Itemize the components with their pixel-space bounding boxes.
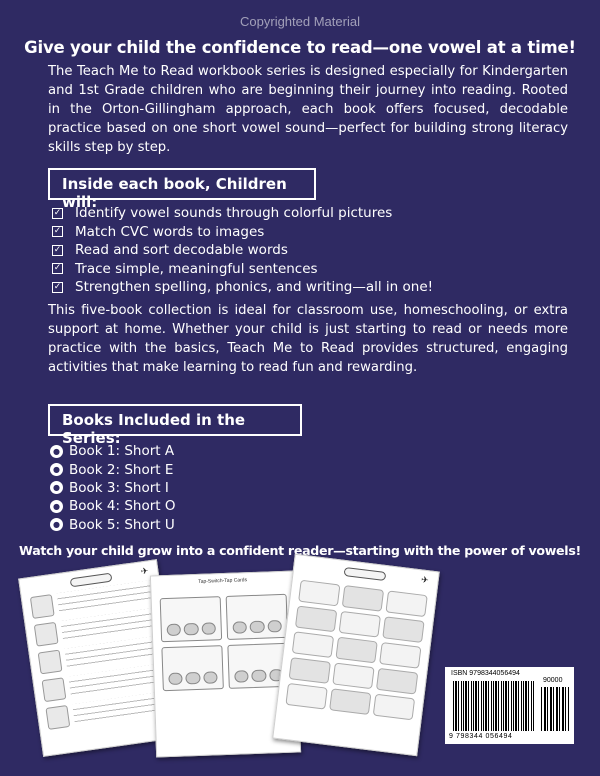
- card-grid: [151, 584, 298, 702]
- isbn-label: ISBN 9798344056494: [451, 670, 520, 677]
- airplane-icon: ✈: [140, 566, 150, 578]
- word-cell: [379, 642, 421, 669]
- book-item: ● Book 2: Short E: [50, 460, 350, 478]
- intro-paragraph: The Teach Me to Read workbook series is designed especially for Kindergarten and 1st Grade children who are beginning their journey into reading. Rooted in the Orton-Gillingham approach, each book offers focused, decodable practice based on one short vowel sound—perfect for building strong literacy skills step by step.: [48, 64, 568, 155]
- picture-icon: [42, 677, 67, 702]
- picture-icon: [38, 650, 63, 675]
- sample-page-title: Tap-Switch-Tap Cards: [198, 577, 248, 585]
- picture-cell: [382, 616, 424, 643]
- circle-bullet-icon: ●: [50, 481, 63, 494]
- picture-cell: [342, 585, 384, 612]
- checklist-item: ✓ Strengthen spelling, phonics, and writing—all in one!: [53, 279, 434, 296]
- word-sort-grid: [276, 571, 436, 729]
- books-heading-box: [48, 404, 302, 447]
- book-item: ● Book 1: Short A: [50, 442, 350, 460]
- tap-card: [161, 645, 223, 691]
- word-cell: [298, 580, 340, 607]
- word-cell: [285, 683, 327, 710]
- barcode-box: [445, 667, 574, 744]
- word-cell: [339, 611, 381, 638]
- inside-heading-box: [48, 168, 316, 211]
- check-box-icon: ✓: [53, 263, 62, 274]
- copyright-watermark: Copyrighted Material: [240, 14, 360, 29]
- tap-card: [160, 596, 222, 642]
- checklist: [52, 204, 572, 297]
- word-cell: [373, 694, 415, 721]
- picture-cell: [376, 668, 418, 695]
- circle-bullet-icon: ●: [50, 518, 63, 531]
- tap-card: [226, 594, 288, 640]
- check-box-icon: ✓: [53, 226, 62, 237]
- check-box-icon: ✓: [53, 281, 62, 292]
- checklist-item: ✓ Match CVC words to images: [53, 223, 265, 240]
- word-cell: [385, 590, 427, 617]
- book-item: ● Book 4: Short O: [50, 497, 350, 515]
- picture-cell: [289, 657, 331, 684]
- price-barcode-icon: [541, 687, 569, 731]
- books-list: [50, 442, 350, 534]
- word-cell: [332, 662, 374, 689]
- picture-cell: [329, 688, 371, 715]
- picture-icon: [30, 594, 55, 619]
- book-item: ● Book 5: Short U: [50, 516, 350, 534]
- airplane-icon: ✈: [420, 575, 430, 587]
- collection-paragraph: This five-book collection is ideal for classroom use, homeschooling, or extra support at home. Whether your child is just starting to read or needs more practice with the basics, Teach Me to Read provides structured, engaging activities that make learning to read fun and rewarding.: [48, 303, 568, 375]
- checklist-item: ✓ Identify vowel sounds through colorful pictures: [53, 205, 393, 222]
- book-item: ● Book 3: Short I: [50, 479, 350, 497]
- circle-bullet-icon: ●: [50, 445, 63, 458]
- barcode-icon: [453, 681, 535, 731]
- price-code: 90000: [543, 677, 563, 684]
- circle-bullet-icon: ●: [50, 500, 63, 513]
- tagline: Watch your child grow into a confident reader—starting with the power of vowels!: [19, 543, 581, 558]
- sample-page-sort: [272, 554, 440, 756]
- books-heading: Books Included in the Series:: [62, 411, 246, 447]
- check-box-icon: ✓: [53, 244, 62, 255]
- picture-icon: [45, 705, 70, 730]
- checklist-item: ✓ Trace simple, meaningful sentences: [53, 260, 318, 277]
- check-box-icon: ✓: [53, 207, 62, 218]
- ean-digits: 9 798344 056494: [449, 733, 513, 740]
- picture-cell: [335, 637, 377, 664]
- headline: Give your child the confidence to read—one vowel at a time!: [24, 38, 576, 57]
- checklist-item: ✓ Read and sort decodable words: [53, 242, 288, 259]
- circle-bullet-icon: ●: [50, 463, 63, 476]
- picture-icon: [34, 622, 59, 647]
- word-cell: [292, 631, 334, 658]
- inside-heading: Inside each book, Children will:: [62, 175, 287, 211]
- picture-cell: [295, 606, 337, 633]
